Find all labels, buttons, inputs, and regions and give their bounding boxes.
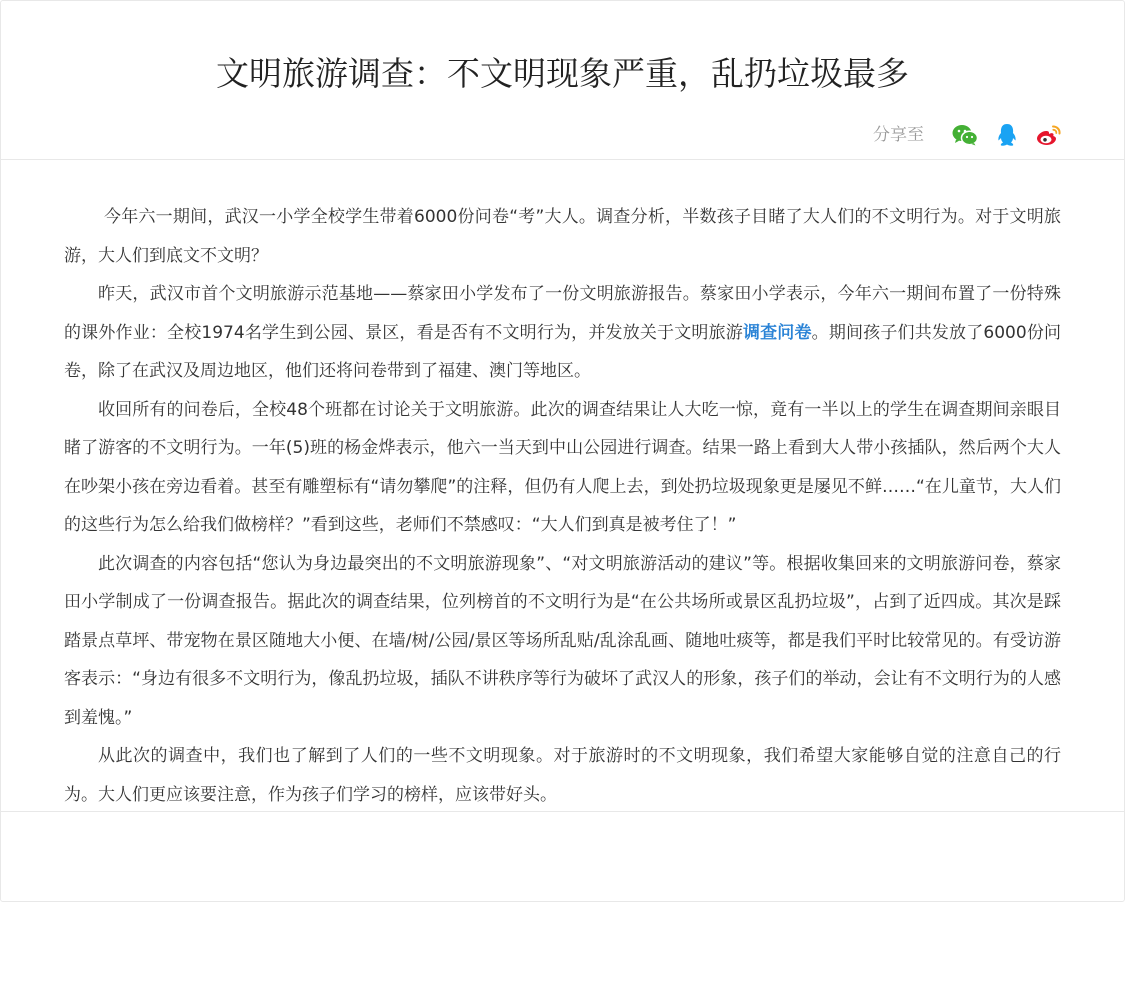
share-label: 分享至 (873, 125, 924, 145)
paragraph: 收回所有的问卷后，全校48个班都在讨论关于文明旅游。此次的调查结果让人大吃一惊，竟有一半以上的学生在调查期间亲眼目睹了游客的不文明行为。一年(5)班的杨金烨表示，他六一当天到中山公园进行调查。结果一路上看到大人带小孩插队，然后两个大人在吵架小孩在旁边看着。甚至有雕塑标有“请勿攀爬”的注释，但仍有人爬上去，到处扔垃圾现象更是屡见不鲜……“在儿童节，大人们的这些行为怎么给我们做榜样？”看到这些，老师们不禁感叹：“大人们到真是被考住了！” (64, 399, 1061, 535)
paragraph (64, 275, 1061, 391)
share-bar (873, 120, 1064, 150)
wechat-icon (952, 124, 978, 146)
share-weibo-button[interactable] (1034, 120, 1064, 150)
share-wechat-button[interactable] (950, 120, 980, 150)
page-title: 文明旅游调查：不文明现象严重，乱扔垃圾最多 (216, 54, 909, 93)
survey-link[interactable]: 调查问卷 (742, 322, 812, 343)
article-footer (1, 812, 1124, 861)
article-body (1, 160, 1124, 812)
paragraph: 从此次的调查中，我们也了解到了人们的一些不文明现象。对于旅游时的不文明现象，我们希望大家能够自觉的注意自己的行为。大人们更应该要注意，作为孩子们学习的榜样，应该带好头。 (64, 746, 1061, 805)
paragraph: 今年六一期间，武汉一小学全校学生带着6000份问卷“考”大人。调查分析，半数孩子目睹了大人们的不文明行为。对于文明旅游，大人们到底文不文明？ (64, 207, 1061, 266)
paragraph-text: 昨天，武汉市首个文明旅游示范基地——蔡家田小学发布了一份文明旅游报告。蔡家田小学表示，今年六一期间布置了一份特殊的课外作业：全校1974名学生到公园、景区，看是否有不文明行为，并发放关于文明旅游 (64, 284, 1061, 343)
qq-icon (996, 123, 1018, 147)
paragraph: 此次调查的内容包括“您认为身边最突出的不文明旅游现象”、“对文明旅游活动的建议”等。根据收集回来的文明旅游问卷，蔡家田小学制成了一份调查报告。据此次的调查结果，位列榜首的不文明行为是“在公共场所或景区乱扔垃圾”，占到了近四成。其次是踩踏景点草坪、带宠物在景区随地大小便、在墙/树/公园/景区等场所乱贴/乱涂乱画、随地吐痰等，都是我们平时比较常见的。有受访游客表示：“身边有很多不文明行为，像乱扔垃圾，插队不讲秩序等行为破坏了武汉人的形象，孩子们的举动，会让有不文明行为的人感到羞愧。” (64, 553, 1061, 728)
article-header (1, 1, 1124, 160)
paragraph-text: 。期间孩子们共发放了6000份问卷，除了在武汉及周边地区，他们还将问卷带到了福建、澳门等地区。 (64, 322, 1062, 381)
share-qq-button[interactable] (992, 120, 1022, 150)
weibo-icon (1036, 124, 1062, 146)
